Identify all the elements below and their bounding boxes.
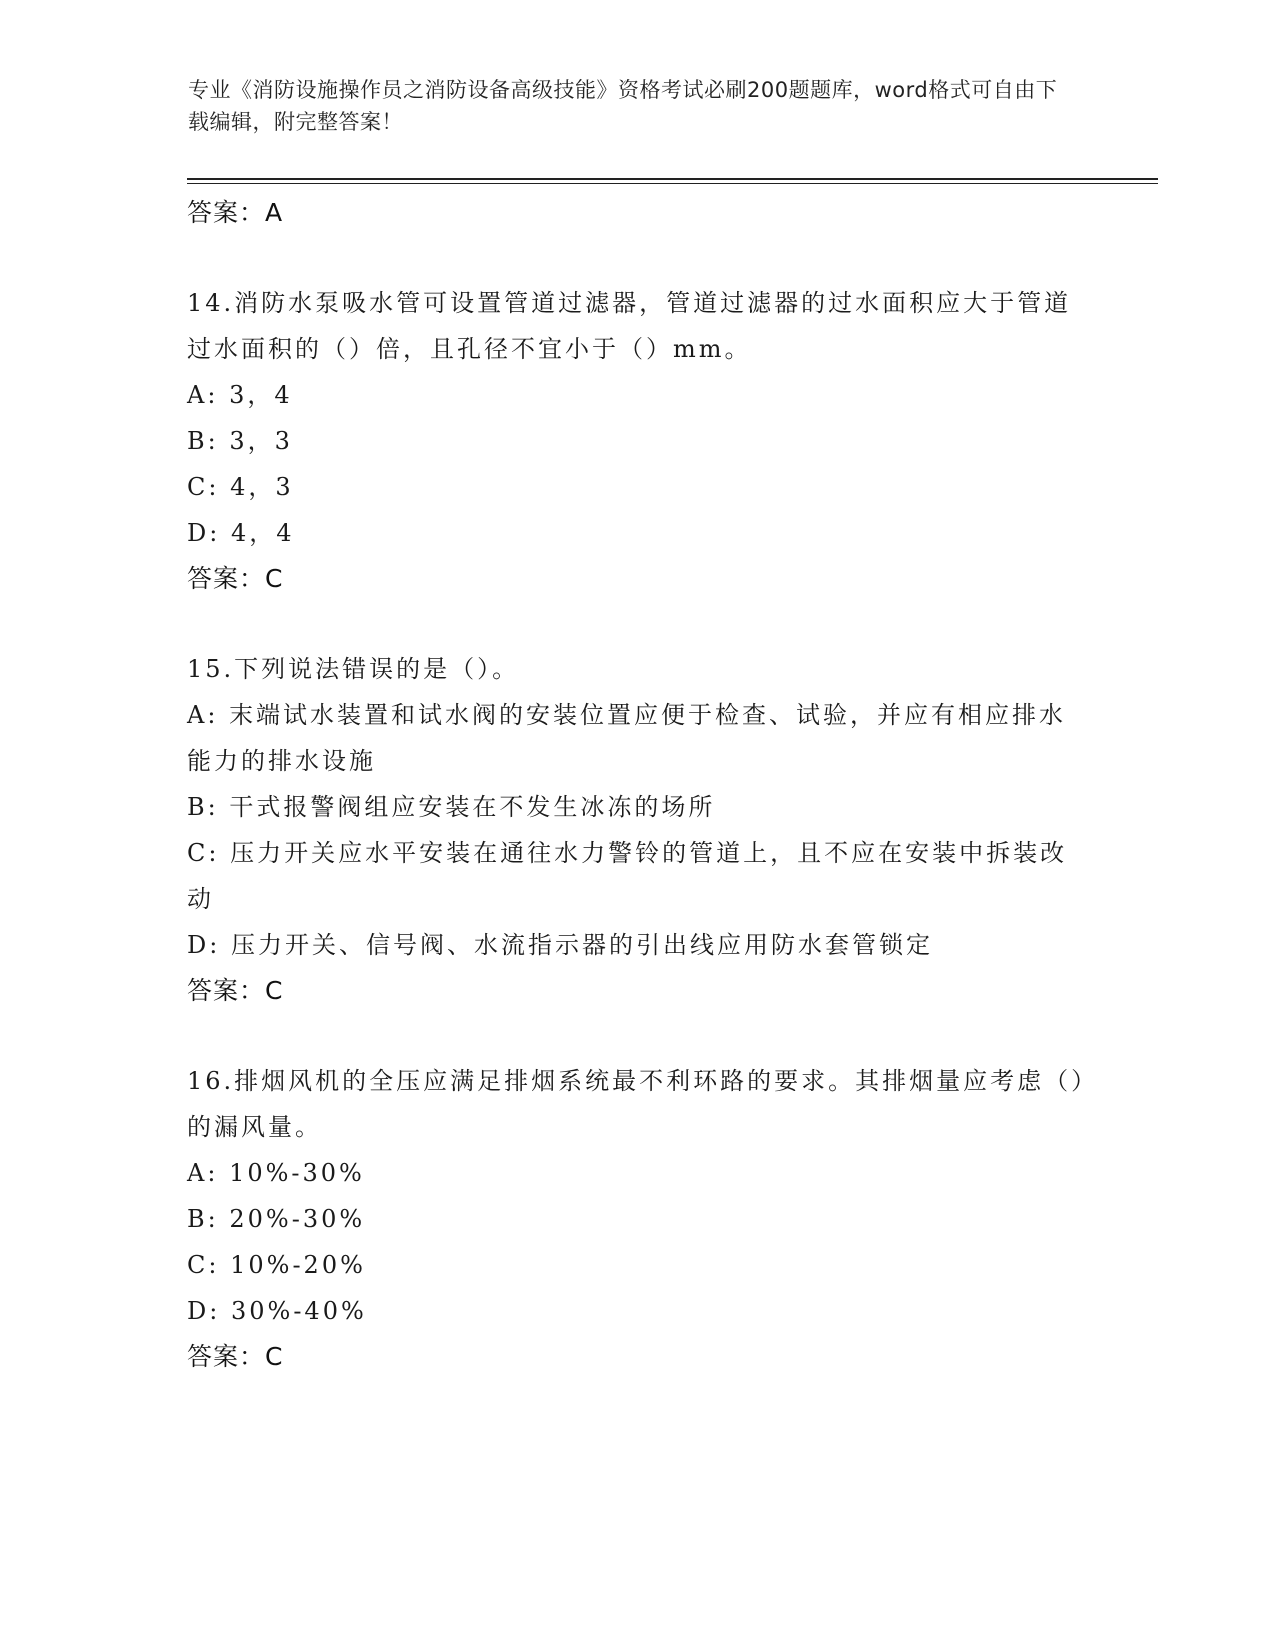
- question-block: [187, 646, 1087, 1014]
- answer-line: 答案：A: [187, 198, 284, 227]
- option-key: B:: [187, 1205, 219, 1233]
- question-body: 排烟风机的全压应满足排烟系统最不利环路的要求。其排烟量应考虑（）的漏风量。: [187, 1067, 1087, 1141]
- option-key: C:: [187, 1251, 220, 1279]
- question-body: 消防水泵吸水管可设置管道过滤器，管道过滤器的过水面积应大于管道过水面积的（）倍，且孔径不宜小于（）mm。: [187, 289, 1072, 363]
- option-d: [187, 922, 1087, 968]
- option-c: [187, 830, 1087, 922]
- option-text: 4，4: [230, 519, 295, 547]
- option-a: [187, 692, 1087, 784]
- option-text: 10%-30%: [229, 1159, 365, 1187]
- question-block: [187, 280, 1087, 602]
- question-number: 14.: [187, 289, 235, 317]
- spacer: [187, 1014, 1087, 1058]
- option-text: 3，4: [229, 381, 293, 409]
- document-header: 专业《消防设施操作员之消防设备高级技能》资格考试必刷200题题库，word格式可自由下载编辑，附完整答案！: [188, 78, 1058, 134]
- answer-line: 答案：C: [187, 564, 284, 593]
- option-key: D:: [187, 931, 221, 959]
- option-text: 末端试水装置和试水阀的安装位置应便于检查、试验，并应有相应排水能力的排水设施: [187, 701, 1067, 775]
- option-b: [187, 1196, 1087, 1242]
- option-key: A:: [187, 1159, 219, 1187]
- option-key: A:: [187, 381, 219, 409]
- option-text: 4，3: [230, 473, 294, 501]
- option-key: A:: [187, 701, 219, 729]
- option-key: B:: [187, 427, 219, 455]
- option-key: C:: [187, 473, 220, 501]
- question-text: [187, 280, 1087, 372]
- option-text: 10%-20%: [230, 1251, 366, 1279]
- header-divider-thick: [187, 178, 1158, 180]
- option-text: 20%-30%: [229, 1205, 366, 1233]
- option-text: 3，3: [229, 427, 293, 455]
- spacer: [187, 602, 1087, 646]
- option-b: [187, 418, 1087, 464]
- answer-line: 答案：C: [187, 976, 284, 1005]
- option-key: C:: [187, 839, 220, 867]
- answer-line: 答案：C: [187, 1342, 284, 1371]
- option-b: [187, 784, 1087, 830]
- header-divider-thin: [187, 183, 1158, 184]
- option-key: D:: [187, 519, 221, 547]
- question-block: [187, 1058, 1087, 1380]
- option-text: 压力开关应水平安装在通往水力警铃的管道上，且不应在安装中拆装改动: [187, 839, 1068, 913]
- option-text: 干式报警阀组应安装在不发生冰冻的场所: [229, 793, 716, 821]
- question-text: [187, 646, 1087, 692]
- option-d: [187, 1288, 1087, 1334]
- question-list: [187, 190, 1087, 1380]
- option-key: B:: [187, 793, 219, 821]
- option-c: [187, 1242, 1087, 1288]
- question-text: [187, 1058, 1087, 1150]
- option-key: D:: [187, 1297, 221, 1325]
- option-text: 30%-40%: [230, 1297, 367, 1325]
- option-text: 压力开关、信号阀、水流指示器的引出线应用防水套管锁定: [230, 931, 933, 959]
- option-d: [187, 510, 1087, 556]
- option-a: [187, 372, 1087, 418]
- question-body: 下列说法错误的是（）。: [234, 655, 520, 683]
- option-c: [187, 464, 1087, 510]
- question-number: 16.: [187, 1067, 235, 1095]
- question-number: 15.: [187, 655, 235, 683]
- option-a: [187, 1150, 1087, 1196]
